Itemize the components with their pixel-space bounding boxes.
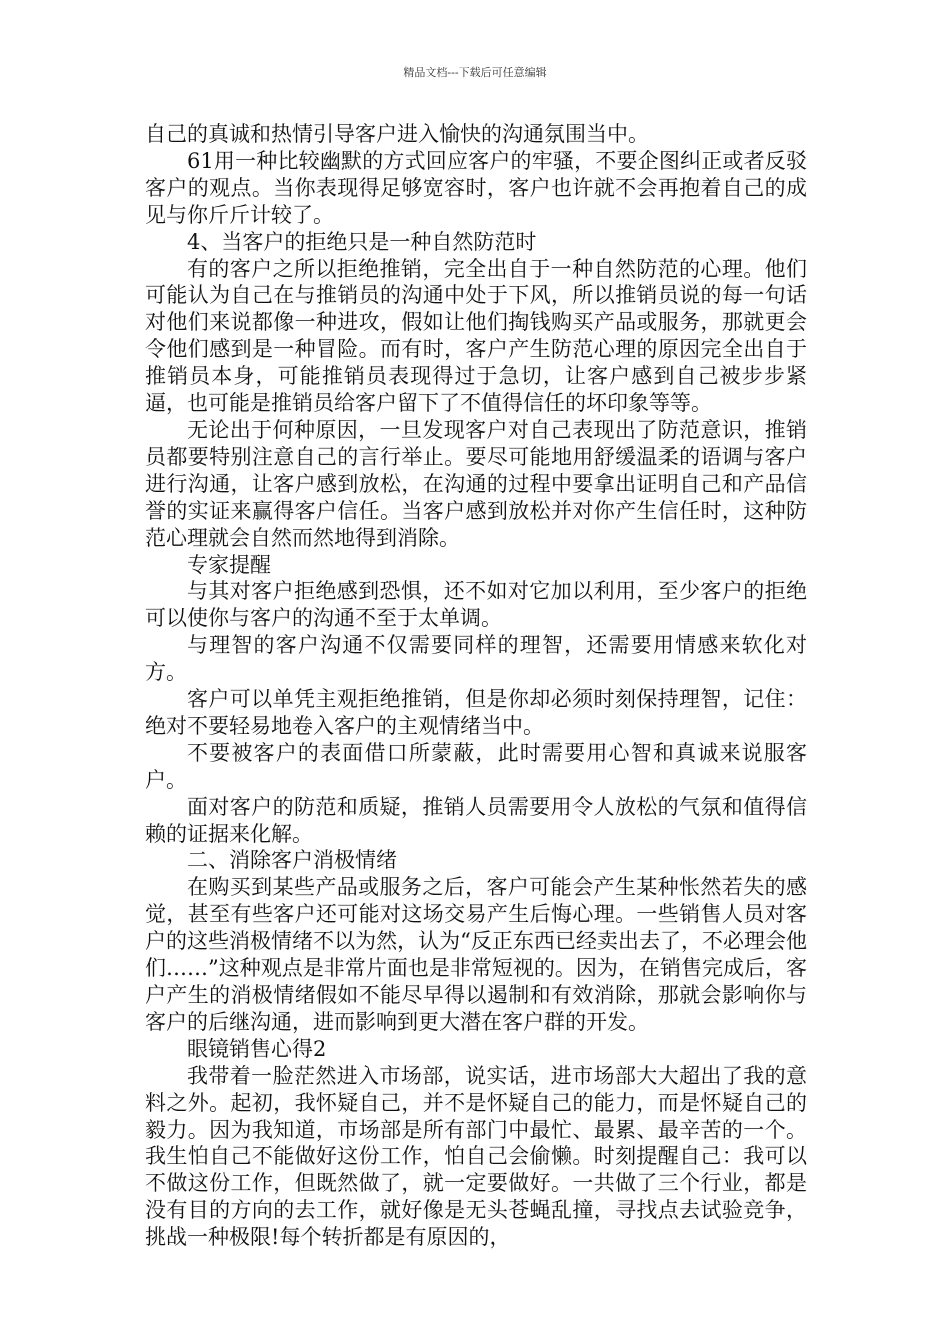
paragraph: 客户可以单凭主观拒绝推销，但是你却必须时刻保持理智，记住：绝对不要轻易地卷入客户的主观情绪当中。 bbox=[145, 687, 807, 738]
paragraph: 自己的真诚和热情引导客户进入愉快的沟通氛围当中。 bbox=[145, 122, 649, 146]
paragraph: 无论出于何种原因，一旦发现客户对自己表现出了防范意识，推销员都要特别注意自己的言行举止。要尽可能地用舒缓温柔的语调与客户进行沟通，让客户感到放松，在沟通的过程中要拿出证明自己和产品信誉的实证来赢得客户信任。当客户感到放松并对你产生信任时，这种防范心理就会自然而然地得到消除。 bbox=[145, 417, 807, 550]
section-heading: 4、当客户的拒绝只是一种自然防范时 bbox=[187, 229, 537, 254]
paragraph: 与其对客户拒绝感到恐惧，还不如对它加以利用，至少客户的拒绝可以使你与客户的沟通不至于太单调。 bbox=[145, 579, 807, 631]
paragraph: 有的客户之所以拒绝推销，完全出自于一种自然防范的心理。他们可能认为自己在与推销员的沟通中处于下风，所以推销员说的每一句话对他们来说都像一种进攻，假如让他们掏钱购买产品或服务，那就更会令他们感到是一种冒险。而有时，客户产生防范心理的原因完全出自于推销员本身，可能推销员表现得过于急切，让客户感到自己被步步紧逼，也可能是推销员给客户留下了不值得信任的坏印象等等。 bbox=[145, 256, 807, 416]
section-heading: 二、消除客户消极情绪 bbox=[187, 848, 397, 873]
paragraph: 61用一种比较幽默的方式回应客户的牢骚，不要企图纠正或者反驳客户的观点。当你表现得足够宽容时，客户也许就不会再抱着自己的成见与你斤斤计较了。 bbox=[145, 148, 807, 227]
paragraph: 我带着一脸茫然进入市场部，说实话，进市场部大大超出了我的意料之外。起初，我怀疑自己，并不是怀疑自己的能力，而是怀疑自己的毅力。因为我知道，市场部是所有部门中最忙、最累、最辛苦的一个。我生怕自己不能做好这份工作，怕自己会偷懒。时刻提醒自己：我可以不做这份工作，但既然做了，就一定要做好。一共做了三个行业，都是没有目的方向的去工作，就好像是无头苍蝇乱撞，寻找点去试验竞争，挑战一种极限!每个转折都是有原因的， bbox=[145, 1063, 807, 1250]
paragraph: 与理智的客户沟通不仅需要同样的理智，还需要用情感来软化对方。 bbox=[145, 633, 807, 685]
section-heading: 眼镜销售心得2 bbox=[187, 1036, 327, 1061]
document-body bbox=[145, 121, 807, 1251]
page-header: 精品文档---下载后可任意编辑 bbox=[403, 66, 547, 79]
paragraph: 在购买到某些产品或服务之后，客户可能会产生某种怅然若失的感觉，甚至有些客户还可能对这场交易产生后悔心理。一些销售人员对客户的这些消极情绪不以为然，认为“反正东西已经卖出去了，不必理会他们……”这种观点是非常片面也是非常短视的。因为，在销售完成后，客户产生的消极情绪假如不能尽早得以遏制和有效消除，那就会影响你与客户的后继沟通，进而影响到更大潜在客户群的开发。 bbox=[145, 875, 807, 1034]
paragraph: 面对客户的防范和质疑，推销人员需要用令人放松的气氛和值得信赖的证据来化解。 bbox=[145, 794, 807, 846]
paragraph: 不要被客户的表面借口所蒙蔽，此时需要用心智和真诚来说服客户。 bbox=[145, 740, 807, 792]
section-heading: 专家提醒 bbox=[187, 552, 271, 577]
